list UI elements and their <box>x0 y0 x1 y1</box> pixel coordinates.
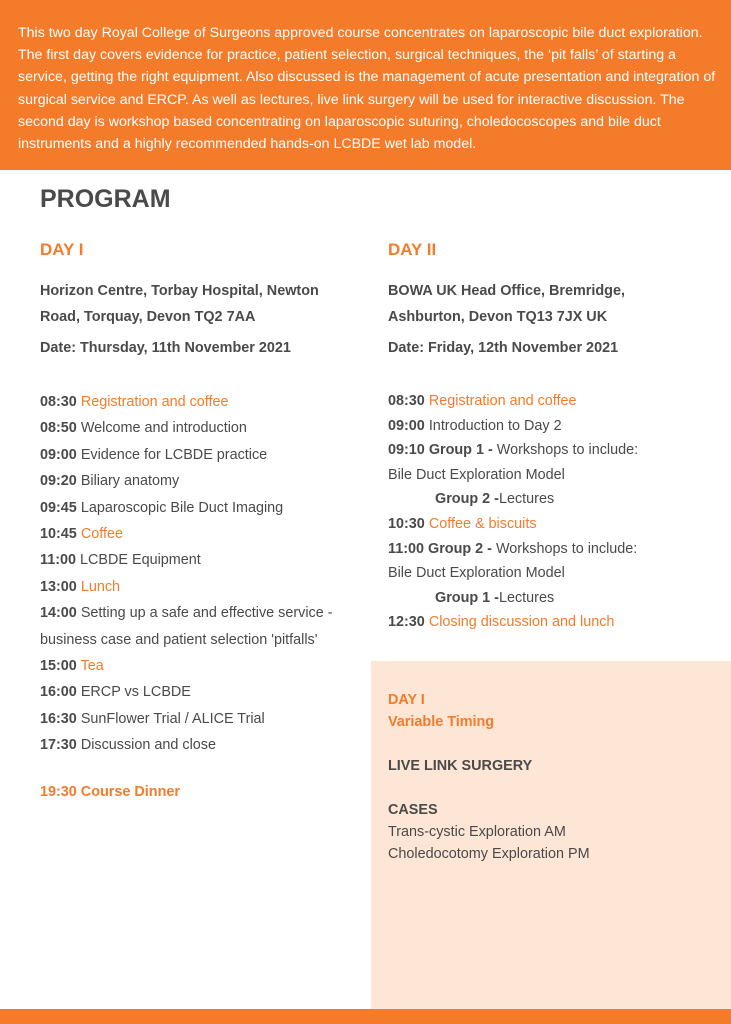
day1-venue <box>40 278 365 330</box>
schedule-text: ERCP vs LCBDE <box>80 684 191 701</box>
schedule-item <box>40 547 365 573</box>
schedule-item <box>40 679 365 705</box>
cases-heading: CASES <box>388 802 438 818</box>
schedule-text: Biliary anatomy <box>80 473 180 490</box>
schedule-text: Welcome and introduction <box>80 420 247 437</box>
day2-schedule <box>388 389 708 635</box>
live-link-heading: LIVE LINK SURGERY <box>388 758 533 774</box>
schedule-item <box>40 574 365 600</box>
schedule-item <box>40 653 365 679</box>
group-label: Group 2 - <box>428 540 492 557</box>
schedule-time: 14:00 <box>40 605 77 622</box>
schedule-time: 09:00 <box>40 446 77 463</box>
schedule-time: 11:00 <box>40 552 77 569</box>
schedule-text: Laparoscopic Bile Duct Imaging <box>80 499 284 516</box>
schedule-text: Workshops to include: <box>491 540 638 557</box>
schedule-item <box>40 468 365 494</box>
schedule-item <box>388 512 708 537</box>
schedule-text: Coffee & biscuits <box>428 515 537 532</box>
schedule-time: 15:00 <box>40 658 77 675</box>
schedule-time: 10:45 <box>40 526 77 543</box>
day2-venue <box>388 278 708 330</box>
schedule-item <box>40 495 365 521</box>
schedule-text: Lunch <box>80 578 121 595</box>
schedule-item <box>388 438 708 463</box>
group-label: Group 1 - <box>435 589 499 606</box>
case-item: Trans-cystic Exploration AM <box>388 824 566 840</box>
day2-column <box>388 240 708 635</box>
schedule-item <box>388 610 708 635</box>
schedule-time: 09:10 <box>388 442 425 459</box>
schedule-text: Lectures <box>498 589 555 606</box>
schedule-item <box>388 414 708 439</box>
schedule-text: LCBDE Equipment <box>80 552 201 569</box>
schedule-time: 17:30 <box>40 737 77 754</box>
schedule-text: Setting up a safe and effective service - <box>80 605 333 622</box>
schedule-subitem <box>388 586 708 611</box>
schedule-text: Discussion and close <box>80 737 216 754</box>
schedule-time: 13:00 <box>40 578 77 595</box>
box-day-label: DAY I <box>388 692 425 708</box>
day2-venue-line2: Ashburton, Devon TQ13 7JX UK <box>388 309 608 325</box>
schedule-text: Registration and coffee <box>80 394 229 410</box>
schedule-time: 08:50 <box>40 420 77 437</box>
bottom-bar <box>0 1009 731 1024</box>
intro-text: This two day Royal College of Surgeons approved course concentrates on laparoscopic bile duct exploration. The first day covers evidence for practice, patient selection, surgical techniques, the ‘pit falls’ of starting a service, getting the right equipment. Also discussed is the management of acute presentation and integration of surgical service and ERCP. As well as lectures, live link surgery will be used for interactive discussion. The second day is workshop based concentrating on laparoscopic suturing, choledocoscopes and bile duct instruments and a highly recommended hands-on LCBDE wet lab model. <box>18 25 716 153</box>
schedule-text: Workshops to include: <box>492 442 639 459</box>
schedule-text: Introduction to Day 2 <box>428 417 562 434</box>
schedule-item <box>40 415 365 441</box>
schedule-item <box>40 389 365 415</box>
schedule-item <box>40 706 365 732</box>
schedule-item <box>388 537 708 562</box>
schedule-text: Evidence for LCBDE practice <box>80 446 268 463</box>
schedule-text: Coffee <box>80 526 123 543</box>
schedule-time: 12:30 <box>388 614 425 631</box>
schedule-text: Lectures <box>498 491 555 508</box>
program-title: PROGRAM <box>40 185 171 213</box>
day1-venue-line1: Horizon Centre, Torbay Hospital, Newton <box>40 283 319 299</box>
day1-date: Date: Thursday, 11th November 2021 <box>40 340 291 356</box>
day2-heading: DAY II <box>388 240 437 259</box>
box-timing-label: Variable Timing <box>388 714 495 730</box>
schedule-item-continuation: business case and patient selection 'pitfalls' <box>40 631 318 648</box>
day1-column <box>40 240 365 800</box>
day1-heading: DAY I <box>40 240 84 259</box>
day2-venue-line1: BOWA UK Head Office, Bremridge, <box>388 283 625 299</box>
schedule-item-continuation: Bile Duct Exploration Model <box>388 565 565 582</box>
schedule-item <box>40 600 365 626</box>
intro-banner <box>0 0 731 170</box>
schedule-time: 09:45 <box>40 499 77 516</box>
schedule-item <box>388 389 708 414</box>
schedule-time: 16:00 <box>40 684 77 701</box>
schedule-item <box>40 732 365 758</box>
schedule-subitem <box>388 487 708 512</box>
schedule-time: 09:00 <box>388 417 425 434</box>
schedule-text: Closing discussion and lunch <box>428 614 615 631</box>
live-surgery-box <box>371 661 731 1009</box>
course-dinner: 19:30 Course Dinner <box>40 783 180 800</box>
schedule-text: SunFlower Trial / ALICE Trial <box>80 710 265 727</box>
schedule-time: 08:30 <box>388 393 425 409</box>
schedule-time: 10:30 <box>388 515 425 532</box>
group-label: Group 2 - <box>435 491 499 508</box>
schedule-time: 08:30 <box>40 394 77 410</box>
group-label: Group 1 - <box>428 442 493 459</box>
day1-schedule <box>40 389 365 759</box>
schedule-time: 16:30 <box>40 710 77 727</box>
day2-date: Date: Friday, 12th November 2021 <box>388 340 619 356</box>
day1-venue-line2: Road, Torquay, Devon TQ2 7AA <box>40 309 256 325</box>
schedule-text: Tea <box>80 658 104 675</box>
schedule-item-continuation: Bile Duct Exploration Model <box>388 466 565 483</box>
schedule-time: 09:20 <box>40 473 77 490</box>
schedule-text: Registration and coffee <box>428 393 577 409</box>
schedule-item <box>40 442 365 468</box>
case-item: Choledocotomy Exploration PM <box>388 846 590 862</box>
schedule-item <box>40 521 365 547</box>
schedule-time: 11:00 <box>388 540 425 557</box>
